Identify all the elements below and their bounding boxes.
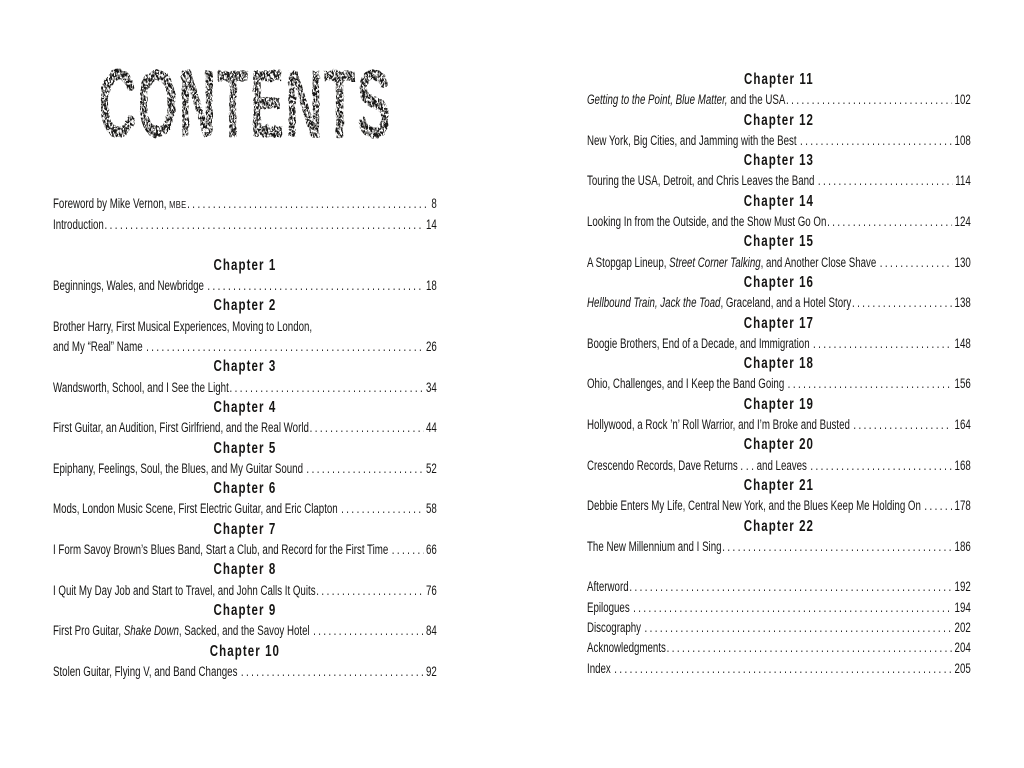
entry-title [587, 415, 853, 435]
toc-entry [587, 537, 971, 557]
page-number: 192 [954, 579, 971, 595]
page-number: 156 [954, 376, 971, 392]
dot-leader [810, 456, 952, 476]
entry-title [53, 581, 316, 601]
toc-entry [587, 131, 971, 151]
entry-title-segment: I Quit My Day Job and Start to Travel, and John Calls It Quits [53, 582, 316, 598]
toc-entry-wrapped-line [53, 317, 437, 337]
entry-title-segment: Wandsworth, School, and I See the Light [53, 379, 229, 395]
entry-title [53, 378, 229, 398]
entry-title [53, 662, 240, 682]
entry-title-segment: Afterword [587, 579, 629, 595]
dot-leader [105, 215, 424, 235]
page-number: 14 [425, 217, 437, 233]
entry-title-segment: , Graceland, and a Hotel Story [720, 295, 852, 311]
entry-title-segment: New York, Big Cities, and Jamming with the Best [587, 132, 800, 148]
entry-title-segment: Epiphany, Feelings, Soul, the Blues, and My Guitar Sound [53, 460, 306, 476]
toc-entry [587, 90, 971, 110]
entry-title [587, 90, 785, 110]
entry-title [53, 194, 186, 215]
toc-entry [587, 415, 971, 435]
toc-entry [53, 337, 437, 357]
page-number: 202 [954, 620, 971, 636]
entry-title-segment: Boogie Brothers, End of a Decade, and Immigration [587, 335, 813, 351]
entry-title [587, 334, 812, 354]
dot-leader [880, 253, 953, 273]
entry-title-segment: and the USA [727, 92, 786, 108]
chapter-heading: Chapter 21 [743, 476, 815, 494]
chapter-heading: Chapter 19 [743, 395, 815, 413]
page-number: 34 [425, 379, 437, 395]
toc-entry [53, 662, 437, 682]
toc-entry [53, 459, 437, 479]
entry-title-segment: The New Millennium and I Sing [587, 538, 722, 554]
entry-title [53, 215, 104, 235]
entry-title [587, 131, 799, 151]
chapter-heading: Chapter 14 [743, 192, 815, 210]
chapter-heading: Chapter 20 [743, 436, 815, 454]
dot-leader [146, 337, 424, 357]
page-number: 66 [425, 542, 437, 558]
page-number: 168 [954, 457, 971, 473]
dot-leader [924, 496, 952, 516]
toc-entry [587, 598, 971, 618]
entry-title-segment: Brother Harry, First Musical Experiences, Moving to London, [53, 318, 313, 334]
entry-title-segment: I Form Savoy Brown’s Blues Band, Start a Club, and Record for the First Time [53, 542, 392, 558]
chapter-heading: Chapter 1 [213, 256, 277, 274]
dot-leader [187, 194, 429, 214]
entry-title-segment: First Pro Guitar, [53, 623, 124, 639]
entry-title [53, 499, 340, 519]
toc-entry [587, 577, 971, 597]
toc-entry [587, 212, 971, 232]
toc-entry [587, 253, 971, 273]
entry-title-segment: , Sacked, and the Savoy Hotel [178, 623, 313, 639]
toc-entry [53, 499, 437, 519]
page-number: 114 [955, 173, 971, 189]
entry-title [53, 317, 312, 337]
entry-title-segment: Hollywood, a Rock ’n’ Roll Warrior, and I’m Broke and Busted [587, 417, 853, 433]
dot-leader [800, 131, 952, 151]
entry-title-segment: Index [587, 660, 614, 676]
toc-entry [587, 171, 971, 191]
toc-entry [587, 456, 971, 476]
chapter-heading: Chapter 17 [743, 314, 815, 332]
toc-entry [53, 378, 437, 398]
entry-title [53, 621, 312, 641]
dot-leader [341, 499, 424, 519]
entry-title [587, 659, 613, 679]
page-number: 102 [954, 92, 971, 108]
page-number: 124 [954, 214, 971, 230]
dot-leader [786, 90, 952, 110]
chapter-heading: Chapter 9 [213, 601, 277, 619]
page-number: 194 [954, 599, 971, 615]
entry-title [587, 293, 851, 313]
toc-entry [53, 215, 437, 235]
toc-entry [53, 621, 437, 641]
toc-entry [587, 496, 971, 516]
page-number: 148 [954, 335, 971, 351]
toc-entry [587, 374, 971, 394]
entry-title [587, 171, 817, 191]
entry-title-segment: MBE [169, 199, 187, 211]
page-number: 52 [425, 460, 437, 476]
entry-title-segment: Ohio, Challenges, and I Keep the Band Going [587, 376, 787, 392]
chapter-heading: Chapter 8 [213, 561, 277, 579]
entry-title-segment: , and Another Close Shave [760, 254, 880, 270]
chapter-heading: Chapter 11 [744, 71, 814, 88]
chapter-heading: Chapter 3 [213, 358, 277, 376]
chapter-heading: Chapter 13 [743, 152, 815, 170]
toc-entry [587, 334, 971, 354]
entry-title [53, 337, 145, 357]
entry-title-segment: Foreword by Mike Vernon, [53, 196, 170, 211]
entry-title-segment: Street Corner Talking [669, 254, 761, 270]
entry-title [53, 418, 309, 438]
chapter-heading: Chapter 22 [743, 517, 815, 535]
entry-title-segment: Debbie Enters My Life, Central New York, and the Blues Keep Me Holding On [587, 498, 924, 514]
dot-leader [207, 276, 423, 296]
page-number: 205 [954, 660, 971, 676]
entry-title [587, 537, 722, 557]
entry-title-segment: Shake Down [123, 623, 179, 639]
entry-title-segment: Mods, London Music Scene, First Electric Guitar, and Eric Clapton [53, 501, 341, 517]
entry-title [53, 540, 391, 560]
toc-entry [587, 618, 971, 638]
entry-title-segment: A Stopgap Lineup, [587, 254, 670, 270]
entry-title [587, 618, 644, 638]
dot-leader [306, 459, 423, 479]
dot-leader [853, 415, 952, 435]
entry-title-segment: and My “Real” Name [53, 339, 146, 355]
dot-leader [818, 171, 953, 191]
page-number: 130 [954, 254, 971, 270]
toc-entry [53, 581, 437, 601]
entry-title-segment: Hellbound Train, Jack the Toad [587, 295, 721, 311]
chapter-heading: Chapter 2 [213, 297, 277, 315]
page-title [53, 49, 437, 157]
entry-title-segment: Touring the USA, Detroit, and Chris Leaves the Band [587, 173, 818, 189]
page-number: 44 [425, 420, 437, 436]
page-number: 186 [954, 538, 971, 554]
dot-leader [667, 638, 953, 658]
dot-leader [633, 598, 952, 618]
dot-leader [827, 212, 952, 232]
entry-title [587, 253, 879, 273]
page-number: 108 [954, 132, 971, 148]
toc-entry [587, 659, 971, 679]
dot-leader [813, 334, 952, 354]
page-number: 76 [425, 582, 437, 598]
dot-leader [629, 577, 952, 597]
dot-leader [313, 621, 424, 641]
page-number: 138 [954, 295, 971, 311]
entry-title [587, 577, 629, 597]
page-number: 58 [425, 501, 437, 517]
page-number: 84 [425, 623, 437, 639]
chapter-heading: Chapter 10 [209, 642, 281, 660]
entry-title [53, 276, 207, 296]
entry-title [587, 456, 810, 476]
contents-stamp-text: CONTENTS [98, 49, 392, 157]
dot-leader [310, 418, 424, 438]
toc-entry [587, 293, 971, 313]
entry-title [587, 374, 787, 394]
entry-title-segment: Crescendo Records, Dave Returns . . . and Leaves [587, 457, 810, 473]
entry-title-segment: Getting to the Point, Blue Matter, [587, 92, 728, 108]
page-number: 92 [425, 663, 437, 679]
page-number: 164 [954, 417, 971, 433]
page-number: 26 [425, 339, 437, 355]
dot-leader [788, 374, 953, 394]
entry-title [587, 212, 826, 232]
entry-title [587, 598, 632, 618]
chapter-heading: Chapter 15 [743, 233, 815, 251]
dot-leader [852, 293, 952, 313]
chapter-heading: Chapter 6 [213, 480, 277, 498]
dot-leader [230, 378, 424, 398]
toc-entry [53, 276, 437, 296]
chapter-heading: Chapter 16 [743, 273, 815, 291]
entry-title-segment: Stolen Guitar, Flying V, and Band Changes [53, 663, 241, 679]
entry-title [587, 638, 666, 658]
dot-leader [392, 540, 424, 560]
page-number: 8 [431, 196, 437, 211]
toc-right-column [587, 70, 971, 679]
entry-title-segment: Beginnings, Wales, and Newbridge [53, 278, 207, 294]
page-number: 178 [954, 498, 971, 514]
chapter-heading: Chapter 7 [213, 520, 277, 538]
entry-title [53, 459, 306, 479]
toc-spacer [53, 236, 437, 256]
chapter-heading: Chapter 4 [213, 398, 277, 416]
dot-leader [241, 662, 424, 682]
entry-title-segment: Discography [587, 620, 644, 636]
dot-leader [316, 581, 423, 601]
entry-title-segment: Introduction [53, 217, 104, 233]
toc-entry [53, 194, 437, 215]
entry-title-segment: Epilogues [587, 599, 633, 615]
toc-entry [53, 540, 437, 560]
chapter-heading: Chapter 12 [743, 111, 815, 129]
chapter-heading: Chapter 18 [743, 355, 815, 373]
dot-leader [722, 537, 952, 557]
toc-spacer [587, 557, 971, 577]
entry-title-segment: First Guitar, an Audition, First Girlfriend, and the Real World [53, 420, 309, 436]
entry-title-segment: Looking In from the Outside, and the Show Must Go On [587, 214, 827, 230]
entry-title [587, 496, 924, 516]
page-number: 204 [954, 640, 971, 656]
chapter-heading: Chapter 5 [213, 439, 277, 457]
toc-entry [587, 638, 971, 658]
toc-left-column [53, 194, 437, 682]
entry-title-segment: Acknowledgments [587, 640, 666, 656]
dot-leader [644, 618, 952, 638]
toc-entry [53, 418, 437, 438]
dot-leader [614, 659, 952, 679]
page-number: 18 [425, 278, 437, 294]
